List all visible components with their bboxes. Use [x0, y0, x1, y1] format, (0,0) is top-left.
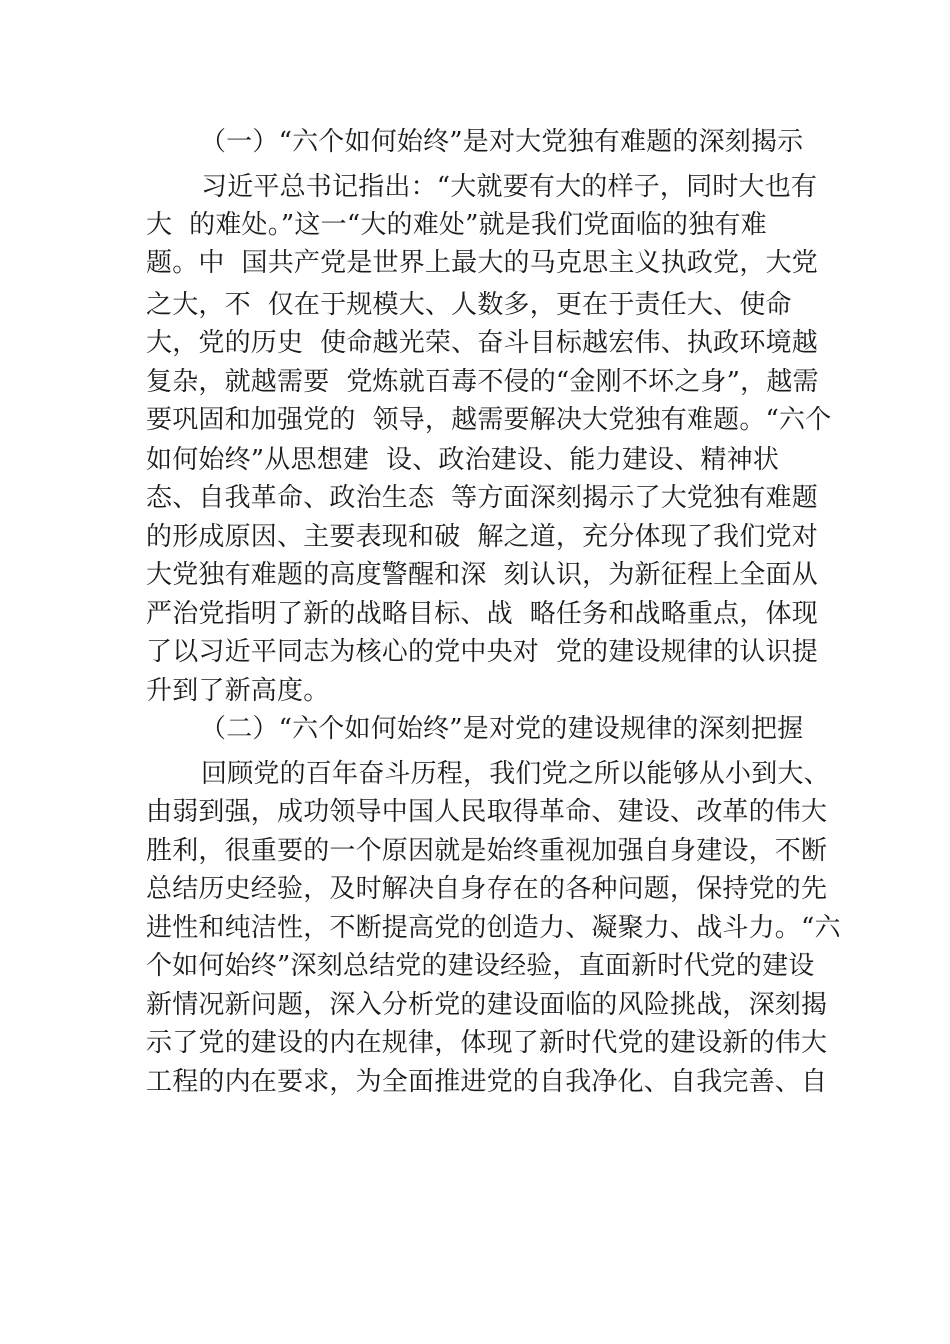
- paragraph-line: 了以习近平同志为核心的党中央对 党的建设规律的认识提: [146, 637, 818, 667]
- paragraph-line: 习近平总书记指出：“大就要有大的样子，同时大也有: [201, 172, 818, 202]
- paragraph-line: 进性和纯洁性，不断提高党的创造力、凝聚力、战斗力。“六: [146, 913, 841, 943]
- paragraph-line: 胜利，很重要的一个原因就是始终重视加强自身建设，不断: [146, 836, 828, 866]
- paragraph-line: 由弱到强，成功领导中国人民取得革命、建设、改革的伟大: [146, 797, 828, 827]
- paragraph-line: 大 的难处。”这一“大的难处”就是我们党面临的独有难: [146, 210, 767, 240]
- section-heading-1: （一）“六个如何始终”是对大党独有难题的深刻揭示: [200, 127, 804, 157]
- paragraph-line: 个如何始终”深刻总结党的建设经验，直面新时代党的建设: [146, 951, 815, 981]
- paragraph-line: 严治党指明了新的战略目标、战 略任务和战略重点，体现: [146, 599, 818, 629]
- paragraph-line: 新情况新问题，深入分析党的建设面临的风险挑战，深刻揭: [146, 990, 828, 1020]
- paragraph-line: 工程的内在要求，为全面推进党的自我净化、自我完善、自: [146, 1067, 828, 1097]
- paragraph-line: 大党独有难题的高度警醒和深 刻认识，为新征程上全面从: [146, 560, 818, 590]
- paragraph-line: 复杂，就越需要 党炼就百毒不侵的“金刚不坏之身”，越需: [146, 367, 819, 397]
- paragraph-line: 示了党的建设的内在规律，体现了新时代党的建设新的伟大: [146, 1028, 828, 1058]
- paragraph-line: 之大，不 仅在于规模大、人数多，更在于责任大、使命: [146, 290, 792, 320]
- paragraph-line: 升到了新高度。: [146, 676, 330, 706]
- paragraph-line: 大，党的历史 使命越光荣、奋斗目标越宏伟、执政环境越: [146, 328, 818, 358]
- paragraph-line: 如何始终”从思想建 设、政治建设、能力建设、精神状: [146, 445, 780, 475]
- paragraph-line: 回顾党的百年奋斗历程，我们党之所以能够从小到大、: [201, 759, 830, 789]
- paragraph-line: 要巩固和加强党的 领导，越需要解决大党独有难题。“六个: [146, 405, 832, 435]
- paragraph-line: 态、自我革命、政治生态 等方面深刻揭示了大党独有难题: [146, 483, 818, 513]
- paragraph-line: 总结历史经验，及时解决自身存在的各种问题，保持党的先: [146, 874, 828, 904]
- section-heading-2: （二）“六个如何始终”是对党的建设规律的深刻把握: [200, 714, 804, 744]
- paragraph-line: 题。中 国共产党是世界上最大的马克思主义执政党，大党: [146, 248, 818, 278]
- paragraph-line: 的形成原因、主要表现和破 解之道，充分体现了我们党对: [146, 522, 818, 552]
